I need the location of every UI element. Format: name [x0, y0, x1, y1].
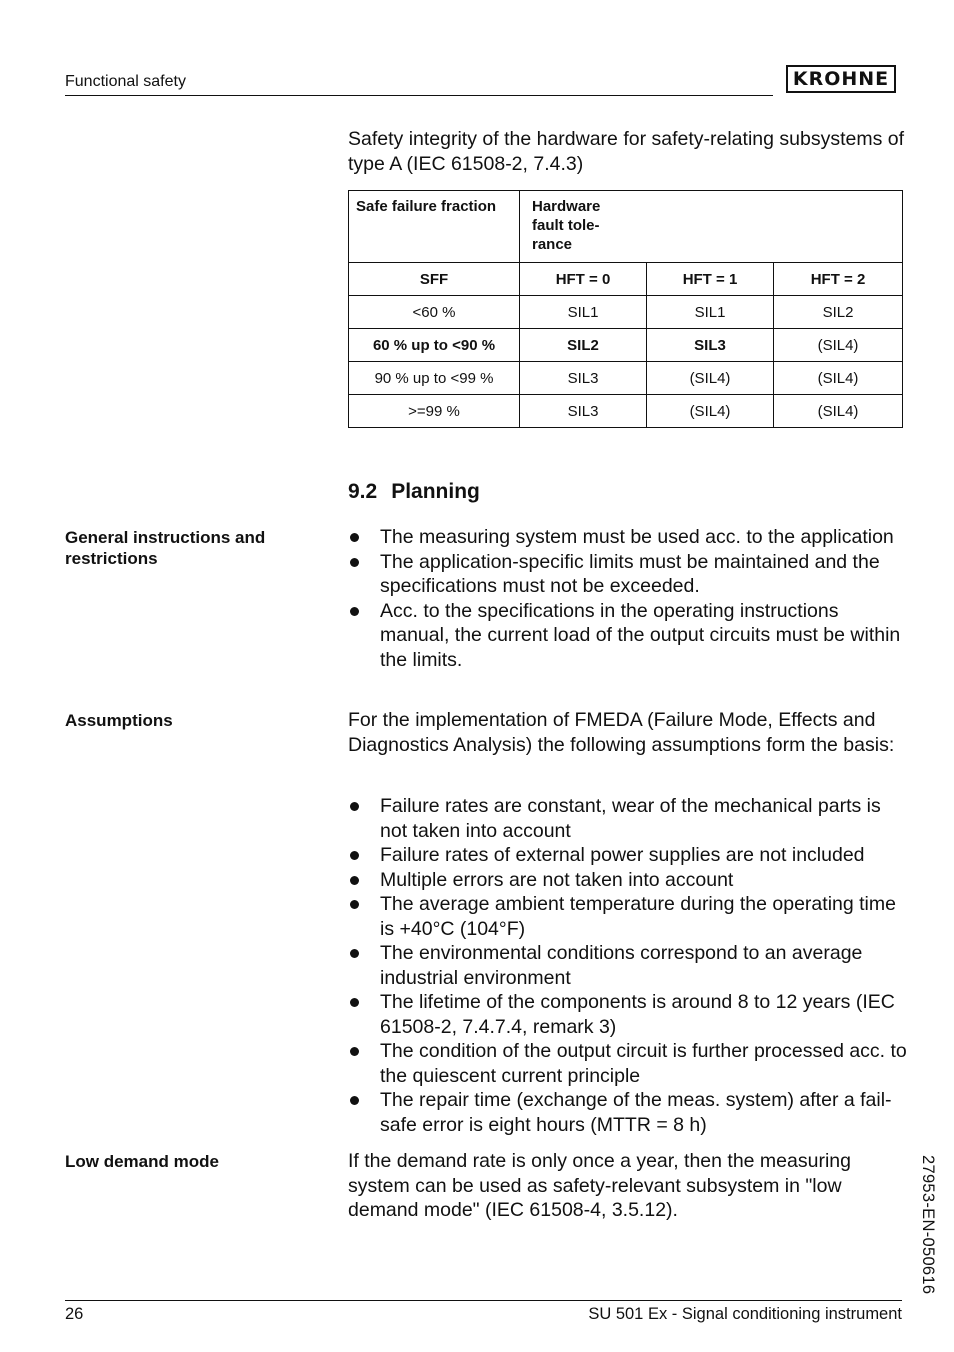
list-item-text: The repair time (exchange of the meas. system) after a fail-safe error is eight hours (MTTR = 8 h)	[380, 1089, 892, 1136]
table-row	[349, 362, 903, 395]
list-item-text: The average ambient temperature during the operating time is +40°C (104°F)	[380, 893, 896, 940]
list-item-text: Acc. to the specifications in the operating instructions manual, the current load of the output circuits must be within the limits.	[380, 599, 901, 671]
table-cell: SIL2	[520, 329, 647, 362]
header-hardware-fault-tolerance	[520, 191, 903, 263]
list-item	[348, 990, 908, 1039]
header-section-title: Functional safety	[65, 73, 186, 90]
bullet-icon	[350, 900, 359, 909]
footer-document-title: SU 501 Ex - Signal conditioning instrument	[588, 1305, 902, 1323]
label-low-demand-mode: Low demand mode	[65, 1152, 219, 1171]
subheader-hft-1: HFT = 1	[647, 263, 774, 296]
bullet-icon	[350, 802, 359, 811]
table-header-row	[349, 191, 903, 263]
table-cell: 90 % up to <99 %	[349, 362, 520, 395]
table-cell: SIL1	[647, 296, 774, 329]
header-safe-failure-fraction: Safe failure fraction	[349, 191, 520, 263]
list-item-text: The lifetime of the components is around 8 to 12 years (IEC 61508-2, 7.4.7.4, remark 3)	[380, 991, 895, 1038]
subheader-hft-2: HFT = 2	[774, 263, 903, 296]
bullet-icon	[350, 1096, 359, 1105]
bullet-icon	[350, 558, 359, 567]
label-assumptions: Assumptions	[65, 711, 173, 730]
table-cell: (SIL4)	[774, 362, 903, 395]
document-code: 27953-EN-050616	[919, 1155, 937, 1295]
list-item	[348, 941, 908, 990]
page-number: 26	[65, 1305, 84, 1323]
list-item-text: The environmental conditions correspond to an average industrial environment	[380, 942, 863, 989]
list-item	[348, 599, 908, 673]
label-general-instructions	[65, 527, 315, 569]
header-rule	[65, 95, 773, 96]
list-item	[348, 1039, 908, 1088]
list-item-text: The condition of the output circuit is further processed acc. to the quiescent current principle	[380, 1040, 907, 1087]
table-cell: SIL1	[520, 296, 647, 329]
table-row	[349, 329, 903, 362]
header-hft-line: fault tole-	[532, 217, 600, 234]
footer-rule	[65, 1300, 902, 1301]
table-row	[349, 296, 903, 329]
table-cell: SIL2	[774, 296, 903, 329]
assumptions-intro: For the implementation of FMEDA (Failure Mode, Effects and Diagnostics Analysis) the following assumptions form the basis:	[348, 709, 895, 756]
subheader-sff: SFF	[349, 263, 520, 296]
low-demand-text: If the demand rate is only once a year, then the measuring system can be used as safety-relevant subsystem in "low demand mode" (IEC 61508-4, 3.5.12).	[348, 1150, 851, 1221]
header-hft-line: rance	[532, 236, 573, 253]
subheader-hft-0: HFT = 0	[520, 263, 647, 296]
list-item-text: Multiple errors are not taken into account	[380, 868, 734, 891]
table-intro-text: Safety integrity of the hardware for safety-relating subsystems of type A (IEC 61508-2, 7.4.3)	[348, 128, 905, 175]
general-instructions-list	[348, 525, 908, 672]
table-row	[349, 395, 903, 428]
list-item-text: Failure rates of external power supplies are not included	[380, 844, 865, 866]
label-line: General instructions and	[65, 528, 266, 547]
bullet-icon	[350, 949, 359, 958]
sil-table	[348, 190, 903, 428]
table-cell: SIL3	[520, 395, 647, 428]
label-line: restrictions	[65, 549, 158, 568]
bullet-icon	[350, 851, 359, 860]
list-item	[348, 892, 908, 941]
table-cell: (SIL4)	[647, 362, 774, 395]
list-item-text: Failure rates are constant, wear of the mechanical parts is not taken into account	[380, 795, 881, 842]
table-cell: 60 % up to <90 %	[349, 329, 520, 362]
table-cell: >=99 %	[349, 395, 520, 428]
section-heading	[348, 480, 480, 504]
list-item	[348, 525, 908, 550]
list-item	[348, 843, 908, 868]
list-item	[348, 868, 908, 893]
section-title: Planning	[391, 480, 480, 503]
header-hft-line: Hardware	[532, 198, 601, 215]
table-cell: <60 %	[349, 296, 520, 329]
table-cell: SIL3	[647, 329, 774, 362]
assumptions-list	[348, 794, 908, 1137]
table-subheader-row	[349, 263, 903, 296]
logo-text: KROHNE	[792, 68, 890, 90]
list-item	[348, 550, 908, 599]
table-cell: (SIL4)	[647, 395, 774, 428]
table-cell: (SIL4)	[774, 395, 903, 428]
list-item	[348, 794, 908, 843]
table-cell: SIL3	[520, 362, 647, 395]
list-item-text: The measuring system must be used acc. to the application	[380, 526, 894, 548]
bullet-icon	[350, 607, 359, 616]
table-cell: (SIL4)	[774, 329, 903, 362]
bullet-icon	[350, 1047, 359, 1056]
list-item	[348, 1088, 908, 1137]
list-item-text: The application-specific limits must be maintained and the specifications must not be exceeded.	[380, 550, 880, 597]
bullet-icon	[350, 876, 359, 885]
krohne-logo	[786, 65, 896, 93]
bullet-icon	[350, 533, 359, 542]
bullet-icon	[350, 998, 359, 1007]
section-number: 9.2	[348, 480, 378, 503]
